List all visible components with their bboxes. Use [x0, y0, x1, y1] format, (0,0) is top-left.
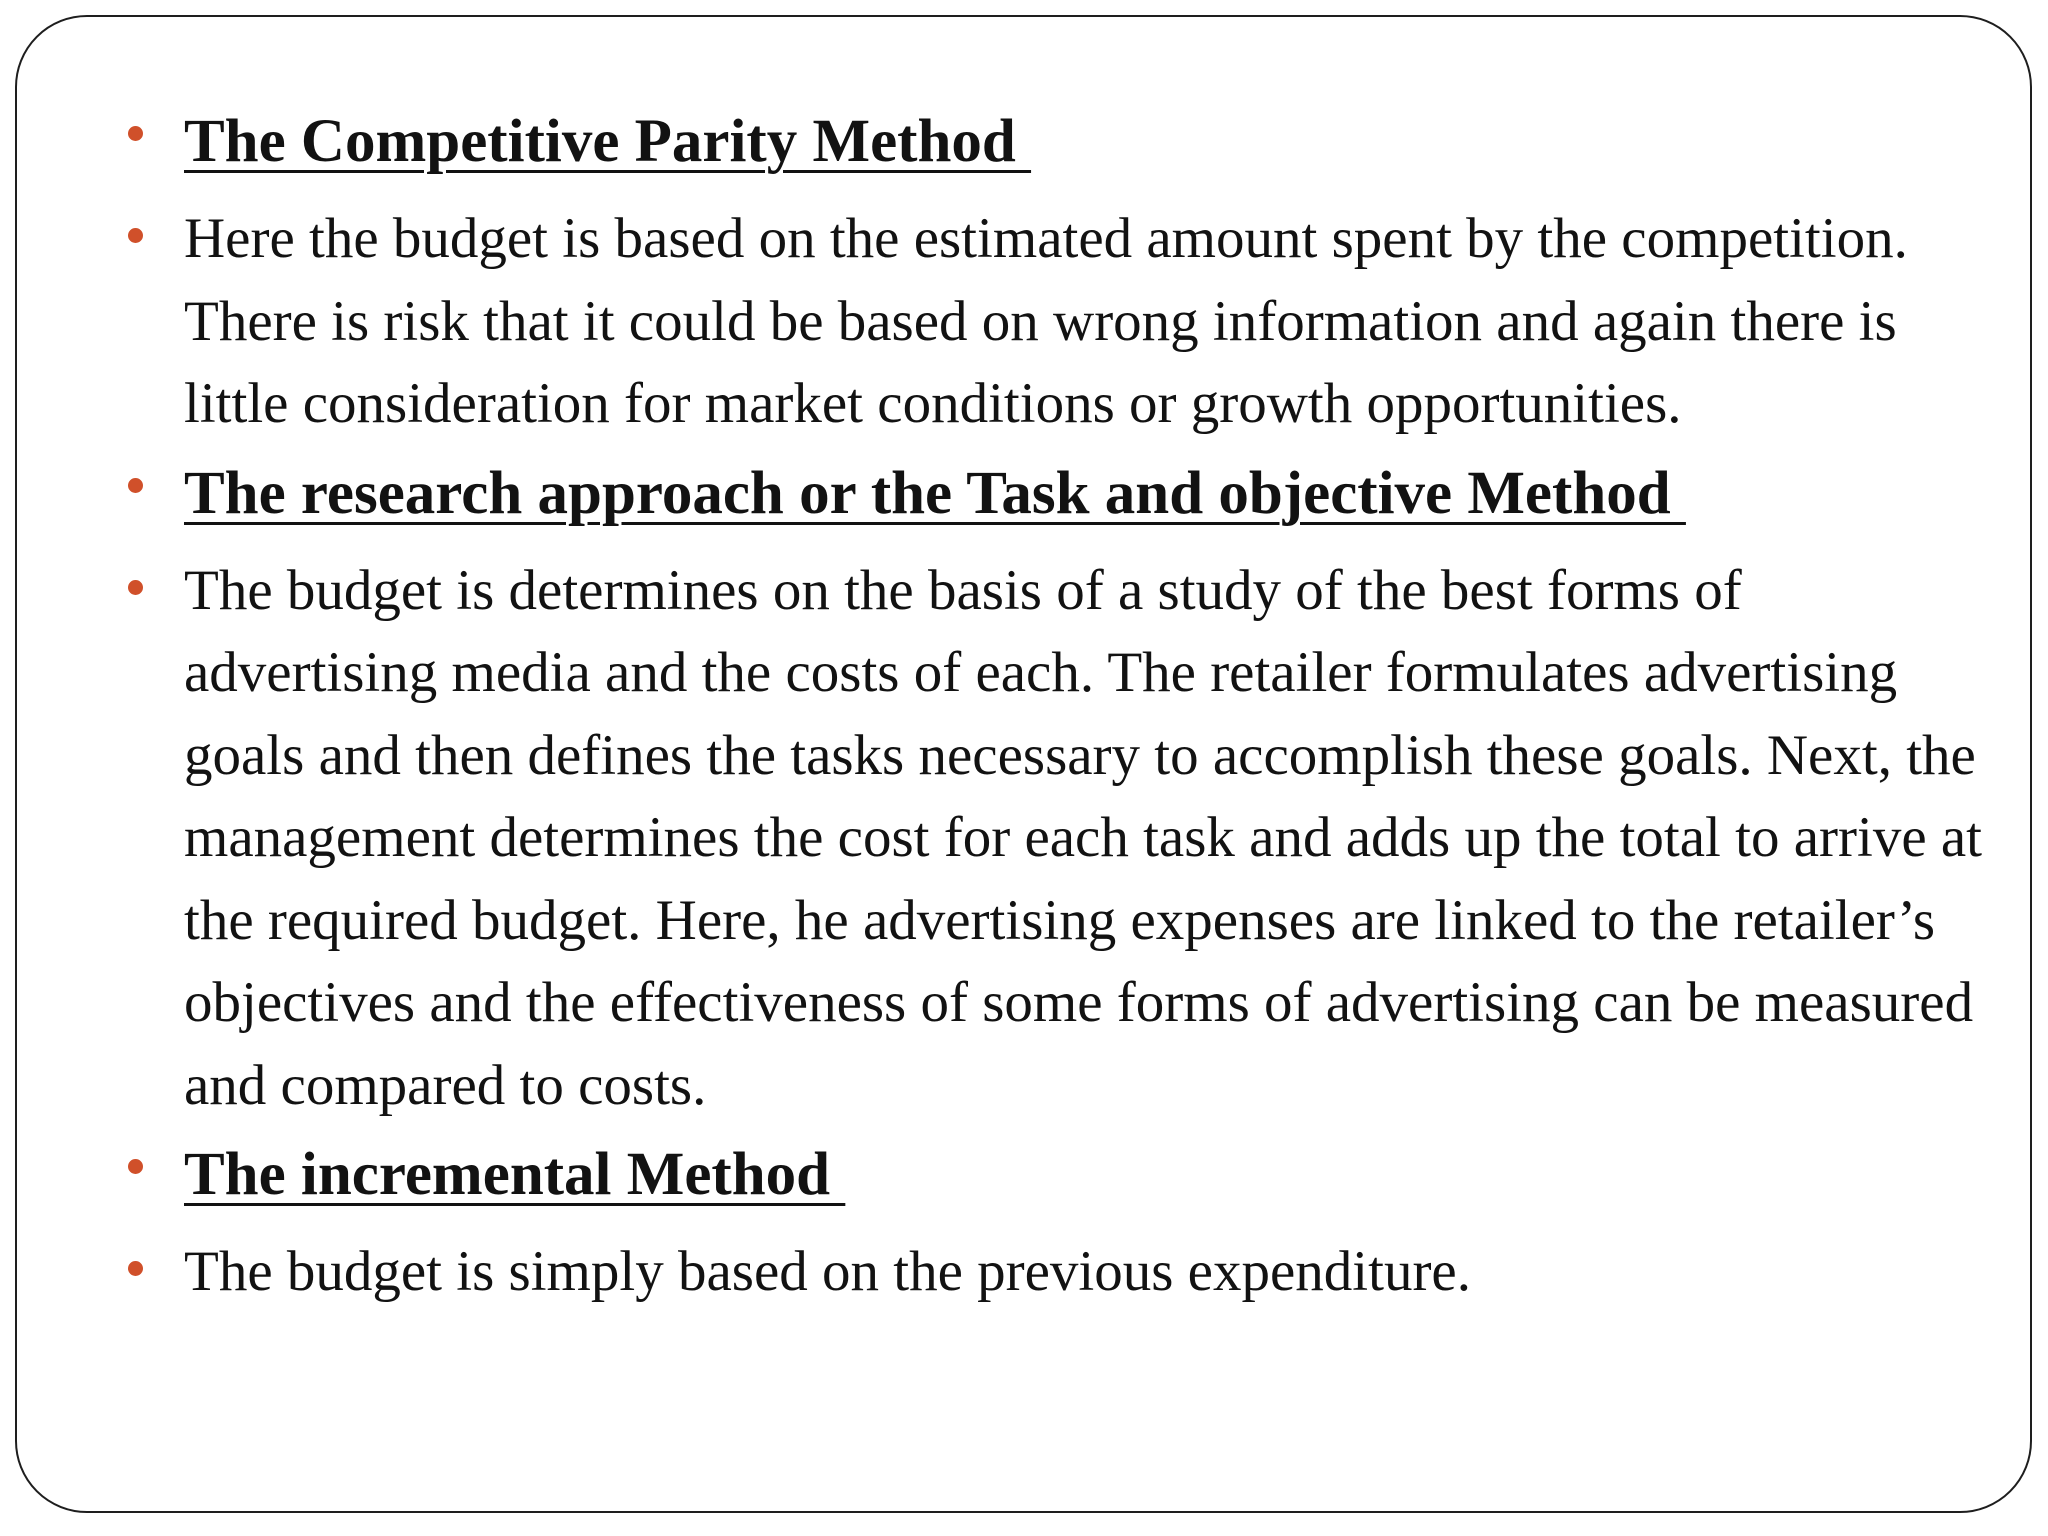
- paragraph-text: Here the budget is based on the estimated amount spent by the competition. There is risk that it could be based on wrong information and again there is little consideration for market conditions or growth opportunities.: [184, 207, 1908, 435]
- heading-competitive-parity: [126, 100, 2006, 183]
- heading-text: The incremental Method: [184, 1141, 846, 1208]
- paragraph-text: The budget is determines on the basis of a study of the best forms of advertising media and the costs of each. The retailer formulates advertising goals and then defines the tasks necessary to accomplish these goals. Next, the management determines the cost for each task and adds up the total to arrive at the required budget. Here, he advertising expenses are linked to the retailer’s objectives and the effectiveness of some forms of advertising can be measured and compared to costs.: [184, 558, 1983, 1117]
- bullet-icon: [128, 1261, 143, 1276]
- heading-incremental: [126, 1133, 2006, 1216]
- bullet-icon: [128, 478, 143, 493]
- bullet-icon: [128, 228, 143, 243]
- paragraph-competitive-parity: [126, 198, 2006, 446]
- heading-text: The Competitive Parity Method: [184, 108, 1032, 175]
- paragraph-text: The budget is simply based on the previous expenditure.: [184, 1240, 1471, 1303]
- heading-task-objective: [126, 452, 2006, 535]
- bullet-list: [126, 100, 2006, 1320]
- paragraph-task-objective: [126, 550, 2006, 1128]
- bullet-icon: [128, 1159, 143, 1174]
- heading-text: The research approach or the Task and objective Method: [184, 459, 1686, 527]
- bullet-icon: [128, 580, 143, 595]
- paragraph-incremental: [126, 1231, 2006, 1314]
- bullet-icon: [128, 126, 143, 141]
